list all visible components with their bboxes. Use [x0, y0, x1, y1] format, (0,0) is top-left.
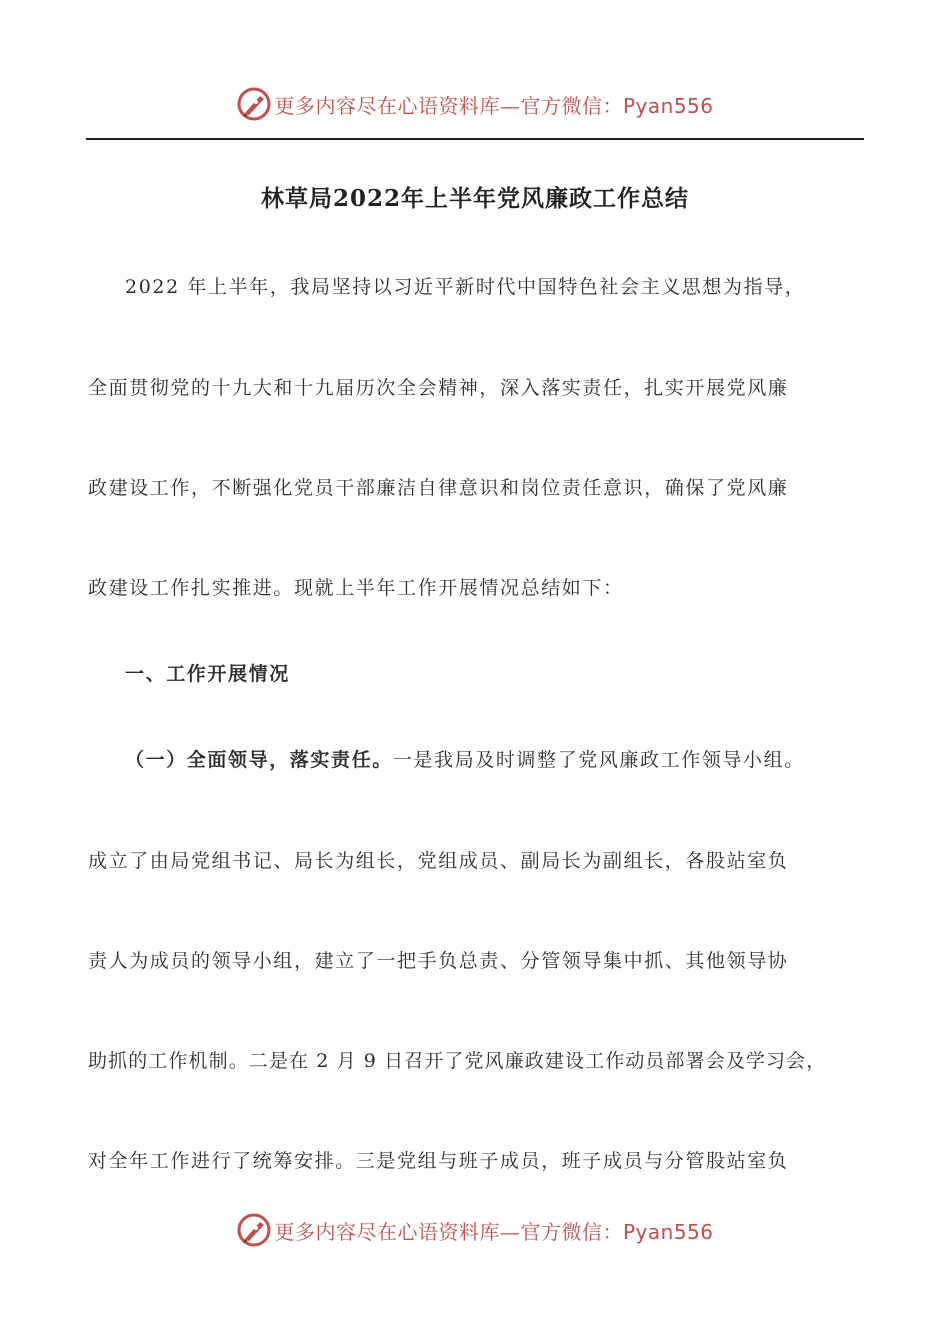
paragraph-line: 对全年工作进行了统筹安排。三是党组与班子成员，班子成员与分管股站室负: [88, 1150, 789, 1172]
section-heading: 一、工作开展情况: [125, 663, 290, 685]
subsection-text: 一是我局及时调整了党风廉政工作领导小组。: [392, 749, 805, 771]
banner-text: 更多内容尽在心语资料库—官方微信：Pyan556: [274, 93, 714, 118]
banner-text: 更多内容尽在心语资料库—官方微信：Pyan556: [274, 1219, 714, 1244]
paragraph-line: 助抓的工作机制。二是在 2 月 9 日召开了党风廉政建设工作动员部署会及学习会，: [88, 1050, 827, 1072]
pen-logo-icon: [236, 86, 272, 122]
document-title: 林草局2022年上半年党风廉政工作总结: [260, 185, 689, 212]
header-divider: [86, 138, 864, 140]
pen-logo-icon: [236, 1212, 272, 1248]
header-banner: [0, 84, 950, 124]
subsection-lead: （一）全面领导，落实责任。: [125, 749, 393, 771]
paragraph-line: 2022 年上半年，我局坚持以习近平新时代中国特色社会主义思想为指导，: [125, 276, 806, 298]
paragraph-line: 成立了由局党组书记、局长为组长，党组成员、副局长为副组长，各股站室负: [88, 850, 789, 872]
subsection-first-line: [125, 745, 905, 772]
paragraph-line: 政建设工作扎实推进。现就上半年工作开展情况总结如下：: [88, 577, 624, 599]
footer-banner: [0, 1210, 950, 1250]
paragraph-line: 责人为成员的领导小组，建立了一把手负总责、分管领导集中抓、其他领导协: [88, 950, 789, 972]
paragraph-line: 政建设工作，不断强化党员干部廉洁自律意识和岗位责任意识，确保了党风廉: [88, 477, 789, 499]
paragraph-line: 全面贯彻党的十九大和十九届历次全会精神，深入落实责任，扎实开展党风廉: [88, 377, 789, 399]
